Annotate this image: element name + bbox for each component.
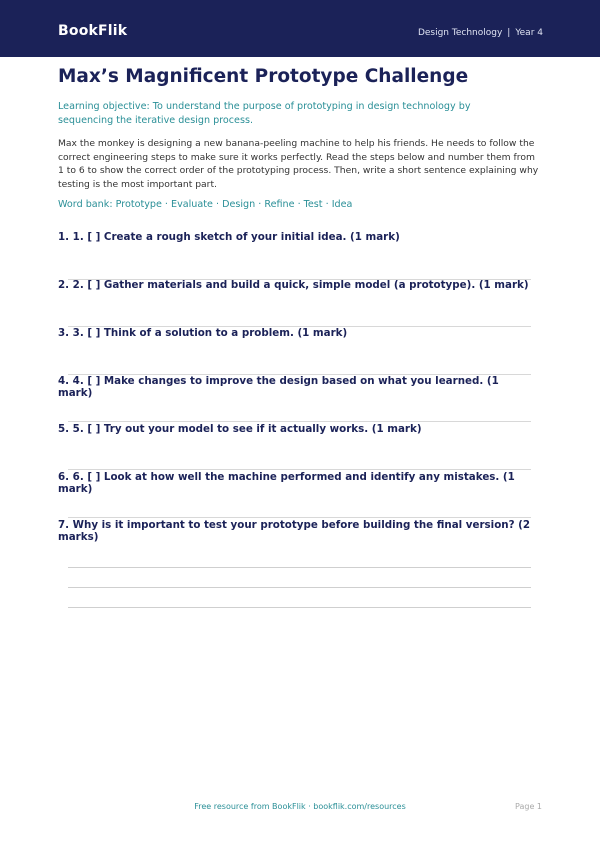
answer-line-2[interactable] <box>68 587 531 588</box>
question-divider <box>68 469 531 470</box>
answer-line-3[interactable] <box>68 607 531 608</box>
word-bank: Word bank: Prototype · Evaluate · Design · Refine · Test · Idea <box>58 199 353 210</box>
header-separator: | <box>507 28 511 38</box>
year-label: Year 4 <box>515 28 543 38</box>
footer-credit: Free resource from BookFlik · bookflik.com/resources <box>194 802 406 811</box>
question-divider <box>68 421 531 422</box>
question-7: 7. Why is it important to test your prototype before building the final version? (2 marks) <box>58 519 531 543</box>
question-3: 3. 3. [ ] Think of a solution to a problem. (1 mark) <box>58 327 348 339</box>
page-number: Page 1 <box>515 802 542 811</box>
question-4: 4. 4. [ ] Make changes to improve the design based on what you learned. (1 mark) <box>58 375 499 399</box>
question-6: 6. 6. [ ] Look at how well the machine performed and identify any mistakes. (1 mark) <box>58 471 515 495</box>
brand-logo: BookFlik <box>58 23 128 39</box>
answer-line-1[interactable] <box>68 567 531 568</box>
question-2: 2. 2. [ ] Gather materials and build a quick, simple model (a prototype). (1 mark) <box>58 279 529 291</box>
question-5: 5. 5. [ ] Try out your model to see if it actually works. (1 mark) <box>58 423 422 435</box>
intro-paragraph: Max the monkey is designing a new banana-peeling machine to help his friends. He needs to follow the correct engineering steps to make sure it works perfectly. Read the steps below and number them from 1 to 6 to show the correct order of the prototyping process. Then, write a short sentence explaining why testing is the most important part. <box>58 138 539 190</box>
subject-label: Design Technology <box>417 28 503 38</box>
header-meta <box>418 28 543 38</box>
page-header <box>0 0 600 57</box>
question-1: 1. 1. [ ] Create a rough sketch of your initial idea. (1 mark) <box>58 231 400 243</box>
question-divider <box>68 517 531 518</box>
worksheet-title: Max’s Magnificent Prototype Challenge <box>58 66 469 87</box>
learning-objective: Learning objective: To understand the purpose of prototyping in design technology by sequencing the iterative design process. <box>58 101 471 126</box>
